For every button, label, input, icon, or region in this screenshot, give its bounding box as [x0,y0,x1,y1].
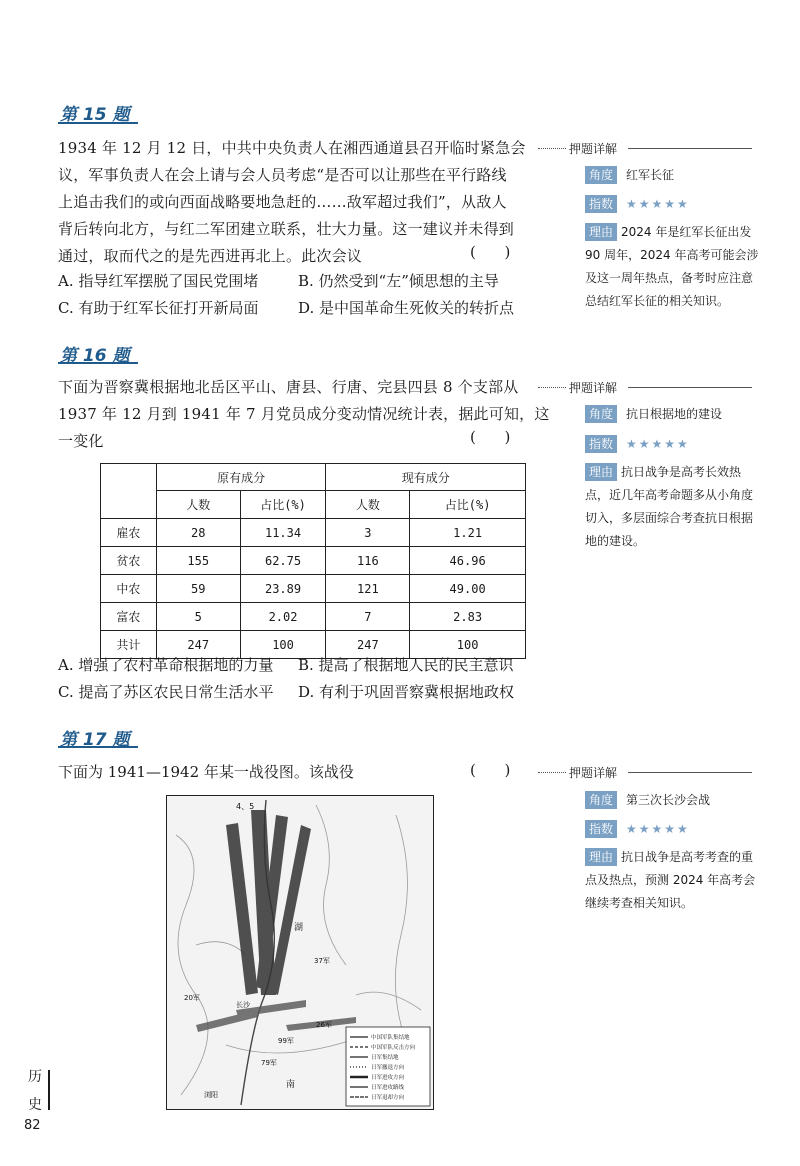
q15-stem [58,135,538,270]
map-label: 湖 [294,923,304,933]
table-cell: 贫农 [101,547,157,575]
table-cell: 116 [326,547,410,575]
q16-option-a[interactable]: A. 增强了农村革命根据地的力量 [58,656,274,674]
q16-index-tag: 指数 [585,435,617,453]
q15-option-c[interactable]: C. 有助于红军长征打开新局面 [58,299,259,317]
table-cell: 28 [156,519,240,547]
table-cell: 100 [240,631,326,659]
table-cell: 共计 [101,631,157,659]
q17-reason-tag: 理由 [585,848,617,866]
legend-item: 中国军队集结地 [371,1035,410,1041]
table-cell: 121 [326,575,410,603]
map-label: 20军 [184,994,200,1002]
table-sub-header: 人数 [326,491,410,519]
legend-item: 日军集结地 [371,1055,399,1061]
table-cell: 2.02 [240,603,326,631]
q16-option-b[interactable]: B. 提高了根据地人民的民主意识 [298,656,514,674]
q16-reason-tag: 理由 [585,463,617,481]
q16-title: 第 16 题 [60,346,130,366]
table-group-header: 原有成分 [156,464,326,491]
table-cell: 155 [156,547,240,575]
q16-option-d[interactable]: D. 有利于巩固晋察冀根据地政权 [298,683,515,701]
table-cell: 11.34 [240,519,326,547]
q15-line-3: 上追击我们的或向西面战略要地急赶的……敌军超过我们”，从敌人 [58,193,507,211]
q15-title: 第 15 题 [60,105,130,125]
table-row [101,603,526,631]
q17-stem: 下面为 1941—1942 年某一战役图。该战役 [58,763,354,781]
table-cell: 雇农 [101,519,157,547]
legend-item: 日军撤退方向 [371,1065,405,1071]
table-cell: 2.83 [410,603,526,631]
table-cell: 1.21 [410,519,526,547]
map-label: 南 [286,1080,296,1090]
q15-reason-text: 2024 年是红军长征出发 90 周年，2024 年高考可能会涉及这一周年热点，备考时应注意总结红军长征的相关知识。 [585,225,759,308]
q15-line-5: 通过，取而代之的是先西进再北上。此次会议 [58,247,363,265]
q17-answer-paren[interactable]: ( ) [470,761,511,779]
q16-line-2: 1937 年 12 月到 1941 年 7 月党员成分变动情况统计表，据此可知，这 [58,405,550,423]
q17-angle-value: 第三次长沙会战 [626,793,711,807]
table-cell: 中农 [101,575,157,603]
q15-option-d[interactable]: D. 是中国革命生死攸关的转折点 [298,299,515,317]
q17-title: 第 17 题 [60,730,130,750]
legend-item: 日军进攻路线 [371,1085,405,1091]
q17-side-leader [538,772,566,773]
q16-side-rule [628,387,752,388]
q16-side-heading: 押题详解 [569,381,618,395]
map-label: 长沙 [236,1001,250,1009]
q17-title-underline [58,746,138,748]
q15-option-a[interactable]: A. 指导红军摆脱了国民党围堵 [58,272,259,290]
q15-reason-tag: 理由 [585,223,617,241]
q16-stat-table [100,463,526,659]
q16-line-3: 一变化 [58,432,104,450]
table-sub-header: 占比(%) [410,491,526,519]
q17-side-rule [628,772,752,773]
q15-side-rule [628,148,752,149]
table-cell: 23.89 [240,575,326,603]
map-label: 26军 [316,1021,332,1029]
q16-answer-paren[interactable]: ( ) [470,428,511,446]
footer-subject-2: 史 [28,1097,42,1113]
battle-map [166,795,434,1110]
q17-stars-icon: ★★★★★ [626,822,690,836]
q17-reason [585,846,763,915]
q17-reason-text: 抗日战争是高考考查的重点及热点，预测 2024 年高考会继续考查相关知识。 [585,850,756,910]
q15-answer-paren[interactable]: ( ) [470,243,511,261]
table-sub-header: 人数 [156,491,240,519]
q15-angle-value: 红军长征 [626,168,675,182]
q17-index-tag: 指数 [585,820,617,838]
q15-side-heading: 押题详解 [569,142,618,156]
footer-bar [48,1070,50,1110]
map-label: 浏阳 [204,1091,218,1099]
q17-side-heading: 押题详解 [569,766,618,780]
table-row [101,547,526,575]
table-corner [101,464,157,519]
table-cell: 59 [156,575,240,603]
legend-item: 中国军队反击方向 [371,1045,416,1051]
q16-line-1: 下面为晋察冀根据地北岳区平山、唐县、行唐、完县四县 8 个支部从 [58,378,519,396]
q16-reason [585,461,763,553]
q16-angle-value: 抗日根据地的建设 [626,407,723,421]
map-label: 99军 [278,1037,294,1045]
q17-angle-tag: 角度 [585,791,617,809]
q15-index-tag: 指数 [585,195,617,213]
q16-option-c[interactable]: C. 提高了苏区农民日常生活水平 [58,683,274,701]
table-cell: 247 [156,631,240,659]
footer-subject-1: 历 [28,1069,42,1085]
table-cell: 富农 [101,603,157,631]
q16-stars-icon: ★★★★★ [626,437,690,451]
table-row [101,575,526,603]
q16-stem [58,374,550,455]
q15-angle-tag: 角度 [585,166,617,184]
table-row [101,519,526,547]
q15-side-leader [538,148,566,149]
table-sub-header: 占比(%) [240,491,326,519]
q16-angle-tag: 角度 [585,405,617,423]
table-cell: 7 [326,603,410,631]
q15-stars-icon: ★★★★★ [626,197,690,211]
table-cell: 46.96 [410,547,526,575]
table-cell: 247 [326,631,410,659]
q15-line-2: 议，军事负责人在会上请与会人员考虑“是否可以让那些在平行路线 [58,166,507,184]
page-number: 82 [24,1118,41,1133]
q16-title-underline [58,362,138,364]
map-label: 37军 [314,957,330,965]
table-cell: 49.00 [410,575,526,603]
q15-line-4: 背后转向北方，与红二军团建立联系，壮大力量。这一建议并未得到 [58,220,515,238]
q15-line-1: 1934 年 12 月 12 日，中共中央负责人在湘西通道县召开临时紧急会 [58,139,526,157]
q15-reason [585,221,763,313]
q16-reason-text: 抗日战争是高考长效热点，近几年高考命题多从小角度切入，多层面综合考查抗日根据地的建设。 [585,465,754,548]
table-cell: 100 [410,631,526,659]
legend-item: 日军进攻方向 [371,1075,405,1081]
table-cell: 62.75 [240,547,326,575]
map-label: 79军 [261,1059,277,1067]
q16-side-leader [538,387,566,388]
table-cell: 3 [326,519,410,547]
q15-title-underline [58,122,138,124]
table-cell: 5 [156,603,240,631]
legend-item: 日军退却方向 [371,1095,405,1101]
q15-option-b[interactable]: B. 仍然受到“左”倾思想的主导 [298,272,499,290]
map-label: 4、5 [236,802,255,811]
table-group-header: 现有成分 [326,464,526,491]
